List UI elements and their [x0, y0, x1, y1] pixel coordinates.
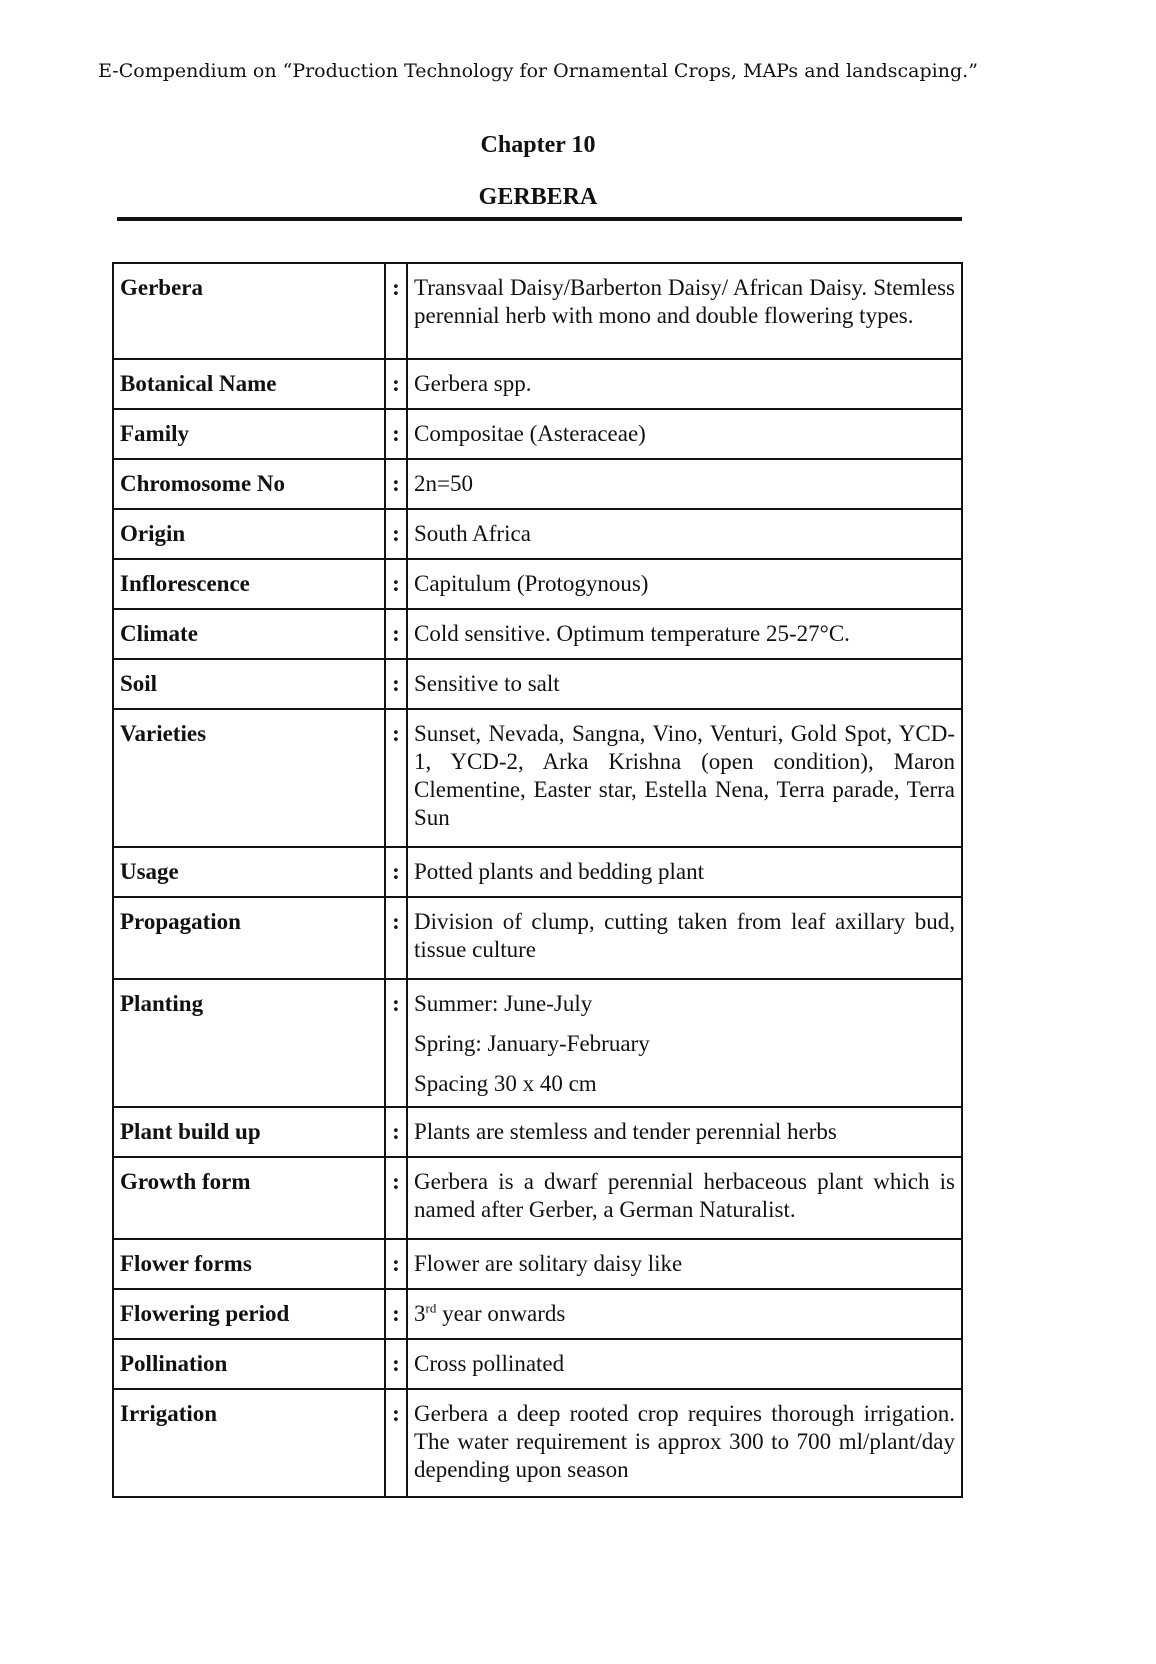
table-row: Climate : Cold sensitive. Optimum temperature 25-27°C. [113, 609, 962, 659]
row-value: Gerbera spp. [407, 359, 962, 409]
planting-line: Summer: June-July [414, 991, 593, 1016]
table-row: Varieties : Sunset, Nevada, Sangna, Vino, Venturi, Gold Spot, YCD-1, YCD-2, Arka Krishna (open condition), Maron Clementine, Easter star, Estella Nena, Terra parade, Terra Sun [113, 709, 962, 847]
table-row: Pollination : Cross pollinated [113, 1339, 962, 1389]
planting-line: Spacing 30 x 40 cm [414, 1071, 597, 1096]
row-value: Flower are solitary daisy like [407, 1239, 962, 1289]
row-value: Cold sensitive. Optimum temperature 25-27°C. [407, 609, 962, 659]
row-label: Flowering period [113, 1289, 385, 1339]
row-value: Compositae (Asteraceae) [407, 409, 962, 459]
row-label: Botanical Name [113, 359, 385, 409]
row-label: Propagation [113, 897, 385, 979]
table-row: Planting : Summer: June-July Spring: January-February Spacing 30 x 40 cm [113, 979, 962, 1107]
row-label: Pollination [113, 1339, 385, 1389]
row-label: Flower forms [113, 1239, 385, 1289]
row-label: Plant build up [113, 1107, 385, 1157]
row-value: Division of clump, cutting taken from leaf axillary bud, tissue culture [407, 897, 962, 979]
table-row: Gerbera : Transvaal Daisy/Barberton Daisy/ African Daisy. Stemless perennial herb with mono and double flowering types. [113, 263, 962, 359]
row-value: Potted plants and bedding plant [407, 847, 962, 897]
planting-line: Spring: January-February [414, 1031, 650, 1056]
table-row: Family : Compositae (Asteraceae) [113, 409, 962, 459]
row-value: Transvaal Daisy/Barberton Daisy/ African Daisy. Stemless perennial herb with mono and double flowering types. [407, 263, 962, 359]
row-value: Gerbera is a dwarf perennial herbaceous plant which is named after Gerber, a German Naturalist. [407, 1157, 962, 1239]
chapter-title: GERBERA [478, 184, 598, 210]
table-row: Flower forms : Flower are solitary daisy like [113, 1239, 962, 1289]
table-row: Flowering period : 3rd year onwards [113, 1289, 962, 1339]
row-label: Usage [113, 847, 385, 897]
row-label: Irrigation [113, 1389, 385, 1497]
table-row: Inflorescence : Capitulum (Protogynous) [113, 559, 962, 609]
page-header: E-Compendium on “Production Technology for Ornamental Crops, MAPs and landscaping.” [98, 60, 978, 82]
table-row: Usage : Potted plants and bedding plant [113, 847, 962, 897]
row-label: Growth form [113, 1157, 385, 1239]
table-row: Soil : Sensitive to salt [113, 659, 962, 709]
row-value: Gerbera a deep rooted crop requires thorough irrigation. The water requirement is approx 300 to 700 ml/plant/day depending upon season [407, 1389, 962, 1497]
chapter-heading: Chapter 10 [480, 132, 596, 158]
table-row: Origin : South Africa [113, 509, 962, 559]
table-row: Chromosome No : 2n=50 [113, 459, 962, 509]
row-label: Climate [113, 609, 385, 659]
row-value: Capitulum (Protogynous) [407, 559, 962, 609]
table-row: Plant build up : Plants are stemless and tender perennial herbs [113, 1107, 962, 1157]
row-value [407, 979, 962, 1107]
row-value: Sunset, Nevada, Sangna, Vino, Venturi, Gold Spot, YCD-1, YCD-2, Arka Krishna (open condition), Maron Clementine, Easter star, Estella Nena, Terra parade, Terra Sun [407, 709, 962, 847]
row-label: Gerbera [113, 263, 385, 359]
row-label: Origin [113, 509, 385, 559]
row-value: Cross pollinated [407, 1339, 962, 1389]
table-row: Growth form : Gerbera is a dwarf perennial herbaceous plant which is named after Gerber, a German Naturalist. [113, 1157, 962, 1239]
table-row: Irrigation : Gerbera a deep rooted crop requires thorough irrigation. The water requirement is approx 300 to 700 ml/plant/day depending upon season [113, 1389, 962, 1497]
table-row: Propagation : Division of clump, cutting taken from leaf axillary bud, tissue culture [113, 897, 962, 979]
row-label: Family [113, 409, 385, 459]
table-row: Botanical Name : Gerbera spp. [113, 359, 962, 409]
row-value: Plants are stemless and tender perennial herbs [407, 1107, 962, 1157]
row-value: 3rd year onwards [407, 1289, 962, 1339]
title-divider [117, 217, 962, 221]
row-label: Inflorescence [113, 559, 385, 609]
row-label: Chromosome No [113, 459, 385, 509]
row-value: South Africa [407, 509, 962, 559]
crop-info-table [112, 262, 963, 1498]
row-value: 2n=50 [407, 459, 962, 509]
row-label: Planting [113, 979, 385, 1107]
row-label: Soil [113, 659, 385, 709]
row-value: Sensitive to salt [407, 659, 962, 709]
row-label: Varieties [113, 709, 385, 847]
